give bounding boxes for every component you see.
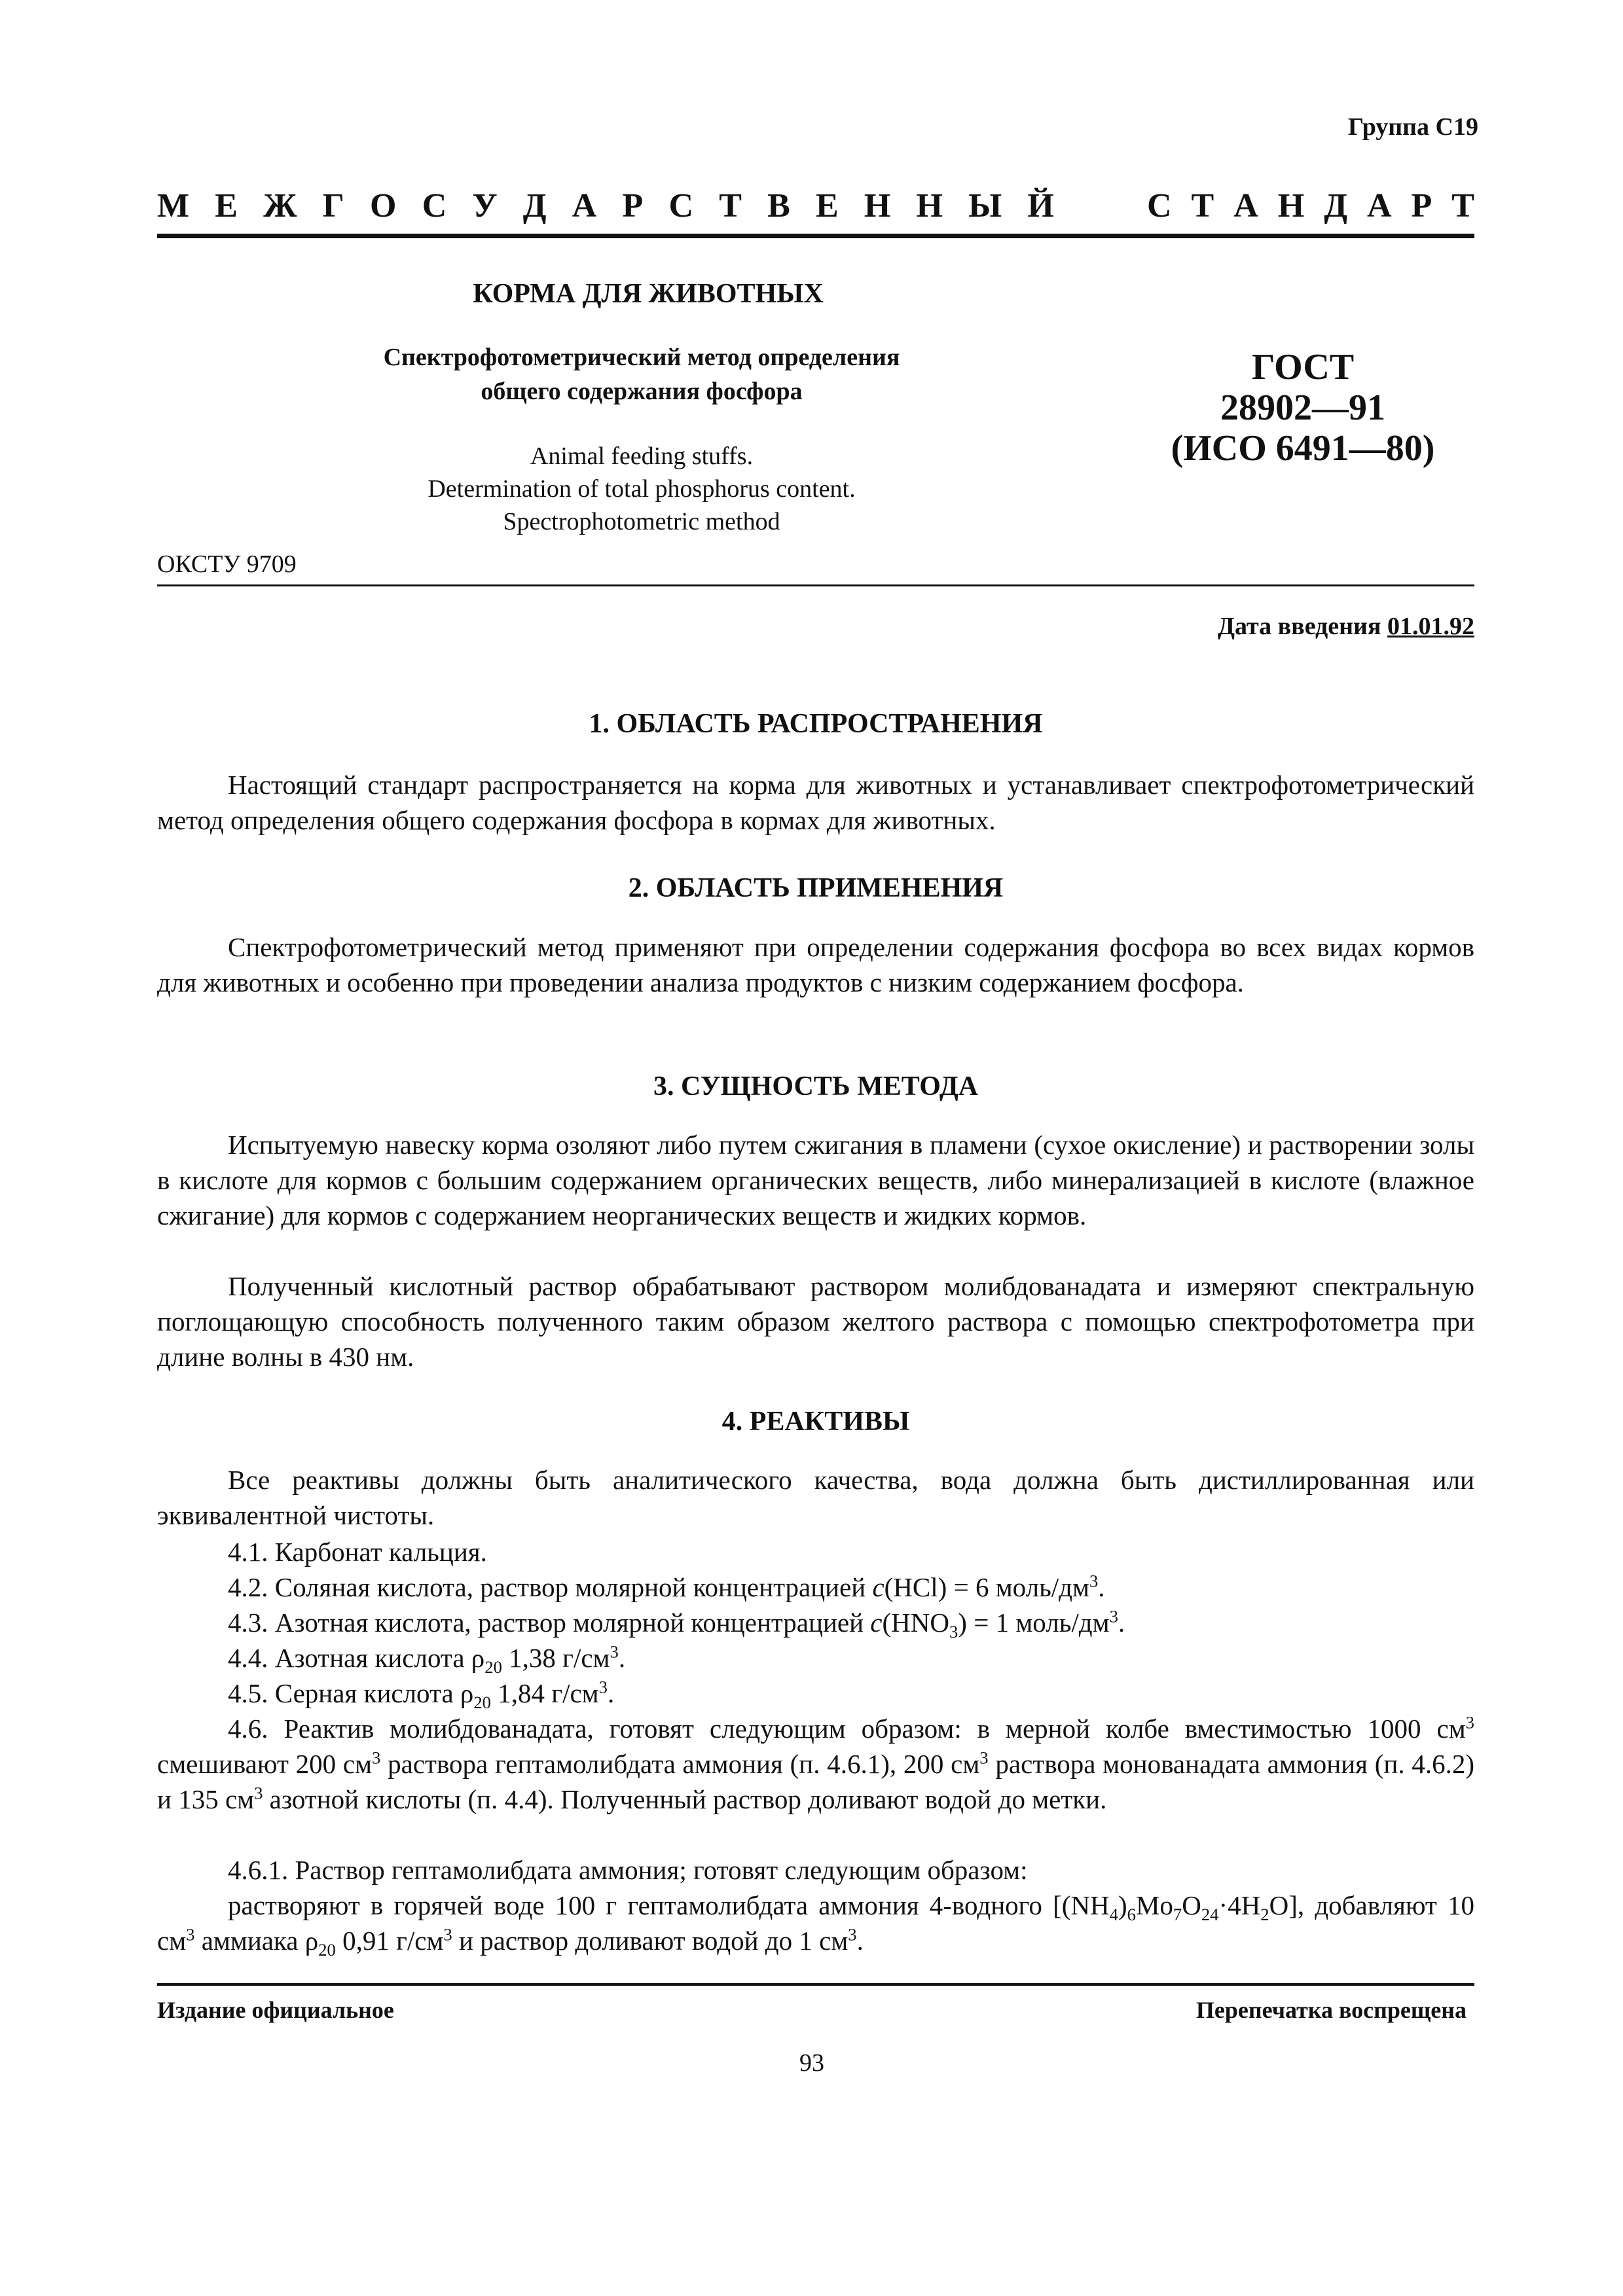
list-item	[157, 1711, 1474, 1817]
subscript: 24	[1201, 1905, 1219, 1925]
banner-letter: Д	[522, 187, 547, 224]
superscript: 3	[1465, 1712, 1474, 1732]
text-run: раствора гептамолибдата аммония (п. 4.6.1), 200 см	[380, 1749, 980, 1779]
subscript: 20	[318, 1940, 336, 1960]
superscript: 3	[979, 1748, 989, 1768]
reprint-prohibited-note: Перепечатка воспрещена	[1195, 1997, 1467, 2023]
section-heading: 1. ОБЛАСТЬ РАСПРОСТРАНЕНИЯ	[589, 709, 1043, 739]
superscript: 3	[848, 1924, 857, 1945]
text-run: ) = 1 моль/дм	[958, 1607, 1110, 1638]
text-run: .	[856, 1926, 864, 1956]
designation-line: 28902—91	[1220, 387, 1385, 428]
text-run: .	[607, 1678, 615, 1708]
text-run: 4.5. Серная кислота ρ	[228, 1678, 474, 1708]
standard-designation	[1126, 347, 1480, 469]
text-run: ·4H	[1218, 1890, 1261, 1920]
designation-line: ГОСТ	[1251, 347, 1355, 387]
superscript: 3	[598, 1677, 608, 1697]
okstu-code: ОКСТУ 9709	[157, 550, 297, 578]
list-item	[228, 1605, 1474, 1640]
banner-letter: Е	[815, 187, 839, 224]
banner-letter: С	[668, 187, 694, 224]
paragraph: Настоящий стандарт распространяется на корма для животных и устанавливает спектрофотометрический метод определения общего содержания фосфора в кормах для животных.	[157, 770, 1474, 835]
subtitle-line: Спектрофотометрический метод определения	[383, 344, 900, 371]
text-run: 0,91 г/см	[335, 1926, 444, 1956]
text-run: 4.3. Азотная кислота, раствор молярной концентрацией	[228, 1607, 871, 1638]
subscript: 20	[484, 1657, 502, 1677]
superscript: 3	[1089, 1571, 1099, 1591]
english-title-line: Animal feeding stuffs.	[530, 442, 754, 470]
text-run: (HCl) = 6 моль/дм	[884, 1572, 1089, 1602]
superscript: 3	[372, 1748, 381, 1768]
text-run: O	[1182, 1890, 1201, 1920]
text-run: (HNO	[882, 1607, 949, 1638]
list-item	[228, 1640, 1474, 1676]
banner-letter: Т	[1451, 187, 1474, 224]
subscript: 4	[1109, 1905, 1118, 1925]
text-run: и раствор доливают водой до 1 см	[452, 1926, 848, 1956]
list-item	[228, 1676, 1474, 1711]
banner-letter: Т	[1191, 187, 1214, 224]
text-run: c	[872, 1572, 884, 1602]
banner-letter: Ж	[263, 187, 297, 224]
footer-divider	[157, 1983, 1474, 1986]
text-run: азотной кислоты (п. 4.4). Полученный раствор доливают водой до метки.	[263, 1784, 1107, 1814]
header-divider	[157, 234, 1474, 238]
banner-letter: Н	[1277, 187, 1305, 224]
banner-letter: С	[422, 187, 447, 224]
page-number: 93	[799, 2049, 824, 2077]
interstate-standard-banner	[157, 187, 1474, 225]
classification-group: Группа С19	[1347, 113, 1478, 141]
introduction-date-value: 01.01.92	[1387, 613, 1474, 640]
superscript: 3	[186, 1924, 195, 1945]
paragraph	[157, 1888, 1474, 1958]
text-run: 4.4. Азотная кислота ρ	[228, 1643, 485, 1673]
banner-letter: А	[1233, 187, 1258, 224]
superscript: 3	[610, 1641, 619, 1662]
text-run: 1,38 г/см	[501, 1643, 610, 1673]
text-run: .	[1118, 1607, 1125, 1638]
text-run: Mo	[1135, 1890, 1173, 1920]
text-run: 1,84 г/см	[491, 1678, 599, 1708]
banner-letter: А	[1366, 187, 1392, 224]
text-run: .	[618, 1643, 626, 1673]
banner-letter: В	[767, 187, 790, 224]
text-run: .	[1098, 1572, 1105, 1602]
subscript: 3	[949, 1622, 958, 1642]
banner-letter: Ы	[968, 187, 1002, 224]
english-title-line: Determination of total phosphorus content.	[428, 475, 856, 503]
title-divider	[157, 584, 1474, 586]
superscript: 3	[254, 1783, 263, 1803]
english-title-line: Spectrophotometric method	[503, 508, 780, 535]
subscript: 20	[473, 1693, 491, 1713]
section-heading: 2. ОБЛАСТЬ ПРИМЕНЕНИЯ	[628, 873, 1004, 903]
banner-letter: Р	[1411, 187, 1432, 224]
list-item: 4.1. Карбонат кальция.	[228, 1537, 487, 1567]
introduction-date	[1080, 612, 1474, 641]
text-run: c	[870, 1607, 883, 1638]
text-run: )	[1118, 1890, 1127, 1920]
subscript: 7	[1173, 1905, 1182, 1925]
document-subtitle	[327, 340, 956, 408]
banner-letter: О	[370, 187, 397, 224]
section-heading: 3. СУЩНОСТЬ МЕТОДА	[653, 1071, 979, 1102]
banner-letter: Н	[916, 187, 943, 224]
banner-letter: С	[1147, 187, 1172, 224]
banner-letter: Р	[622, 187, 644, 224]
paragraph: Полученный кислотный раствор обрабатывают раствором молибдованадата и измеряют спектральную поглощающую способность полученного таким образом желтого раствора с помощью спектрофотометра при длине волны в 430 нм.	[157, 1271, 1474, 1372]
banner-letter: М	[157, 187, 190, 224]
document-title: КОРМА ДЛЯ ЖИВОТНЫХ	[473, 279, 824, 309]
banner-letter: Н	[864, 187, 891, 224]
text-run: 4.6. Реактив молибдованадата, готовят следующим образом: в мерной колбе вместимостью 1000 см	[228, 1713, 1466, 1744]
banner-letter: Й	[1027, 187, 1054, 224]
list-item: 4.6.1. Раствор гептамолибдата аммония; готовят следующим образом:	[228, 1855, 1028, 1885]
superscript: 3	[443, 1924, 452, 1945]
english-title	[327, 440, 956, 538]
introduction-date-label: Дата введения	[1217, 613, 1381, 640]
subtitle-line: общего содержания фосфора	[481, 378, 803, 405]
section-heading: 4. РЕАКТИВЫ	[721, 1407, 910, 1437]
banner-letter: Д	[1324, 187, 1347, 224]
paragraph: Все реактивы должны быть аналитического качества, вода должна быть дистиллированная или эквивалентной чистоты.	[157, 1465, 1474, 1530]
designation-line: (ИСО 6491—80)	[1171, 428, 1435, 469]
banner-letter: Е	[215, 187, 238, 224]
banner-letter: У	[472, 187, 498, 224]
paragraph: Спектрофотометрический метод применяют при определении содержания фосфора во всех видах кормов для животных и особенно при проведении анализа продуктов с низким содержанием фосфора.	[157, 932, 1474, 997]
text-run: раствора монованадата аммония (п. 4.6.2) и 135 см	[157, 1749, 1474, 1814]
text-run: растворяют в горячей воде 100 г гептамолибдата аммония 4-водного [(NH	[228, 1890, 1110, 1920]
subscript: 2	[1260, 1905, 1269, 1925]
official-edition-note: Издание официальное	[157, 1997, 394, 2023]
banner-word-interstate	[157, 187, 1054, 225]
subscript: 6	[1127, 1905, 1136, 1925]
superscript: 3	[1109, 1606, 1118, 1626]
list-item	[228, 1570, 1474, 1605]
text-run: O], добавляют 10 см	[157, 1890, 1475, 1956]
text-run: смешивают 200 см	[157, 1749, 373, 1779]
banner-letter: А	[572, 187, 597, 224]
banner-letter: Т	[719, 187, 742, 224]
paragraph: Испытуемую навеску корма озоляют либо путем сжигания в пламени (сухое окисление) и растворении золы в кислоте для кормов с большим содержанием органических веществ, либо минерализацией в кислоте (влажное сжигание) для кормов с содержанием неорганических веществ и жидких кормов.	[157, 1130, 1474, 1230]
text-run: аммиака ρ	[194, 1926, 319, 1956]
text-run: 4.2. Соляная кислота, раствор молярной концентрацией	[228, 1572, 873, 1602]
banner-word-standard	[1147, 187, 1474, 225]
banner-letter: Г	[322, 187, 344, 224]
